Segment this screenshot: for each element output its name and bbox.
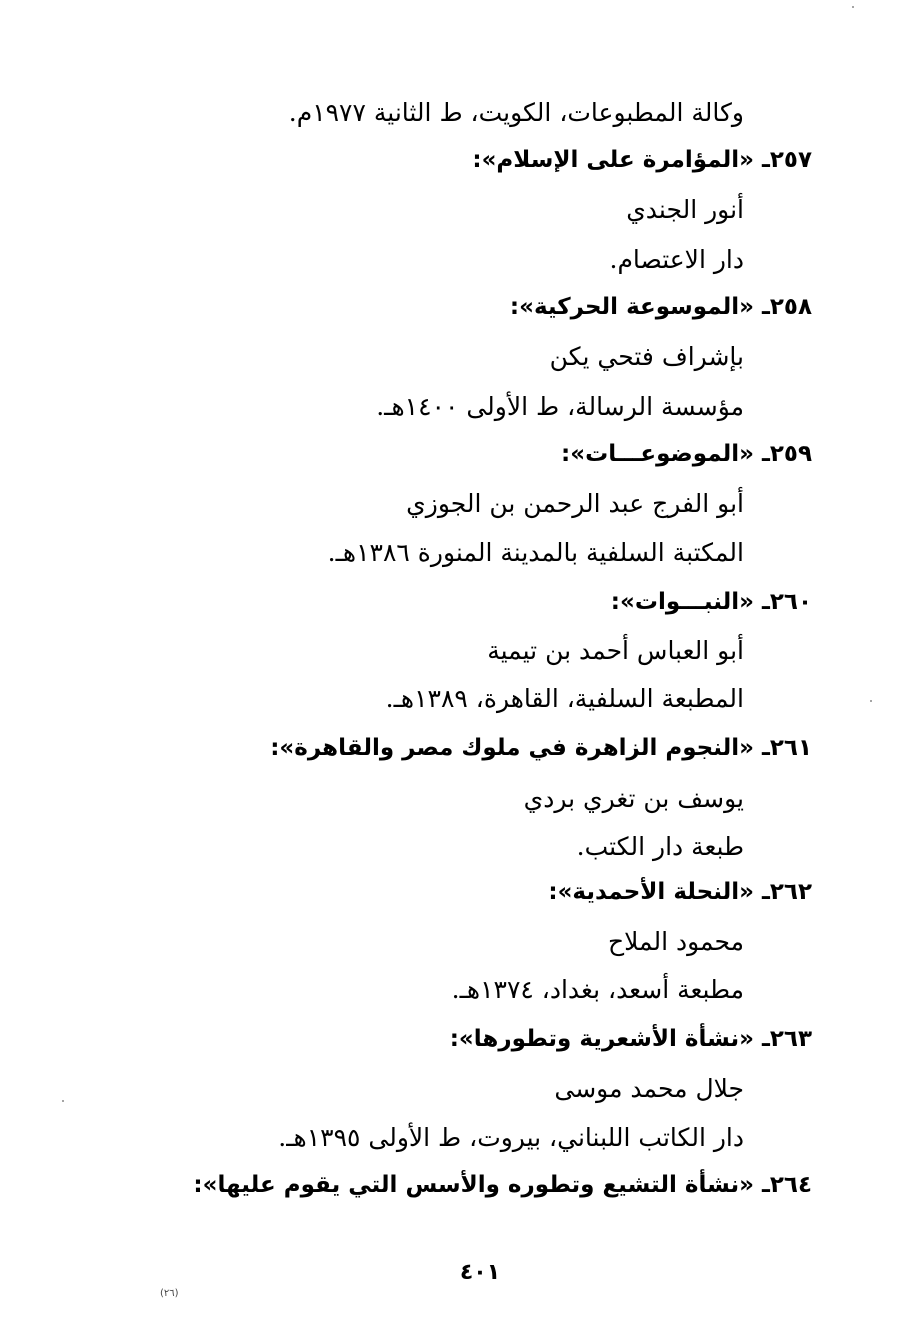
entry-heading-264 bbox=[193, 1168, 812, 1202]
page-number: ٤٠١ bbox=[459, 1260, 501, 1285]
entry-publisher: مطبعة أسعد، بغداد، ١٣٧٤هـ. bbox=[451, 975, 744, 1004]
entry-title: «الموضوعـــات»: bbox=[561, 441, 754, 467]
scan-speck bbox=[852, 6, 854, 8]
entry-heading-260 bbox=[611, 585, 812, 619]
entry-title: «نشأة الأشعرية وتطورها»: bbox=[449, 1026, 754, 1052]
footer-mark: (٢٦) bbox=[160, 1288, 179, 1299]
entry-number: ٢٦٢ـ bbox=[762, 879, 812, 905]
entry-publisher: مؤسسة الرسالة، ط الأولى ١٤٠٠هـ. bbox=[376, 392, 744, 421]
entry-author: أنور الجندي bbox=[626, 195, 744, 224]
entry-heading-263 bbox=[450, 1022, 812, 1056]
entry-author: جلال محمد موسى bbox=[554, 1074, 744, 1103]
continuation-line: وكالة المطبوعات، الكويت، ط الثانية ١٩٧٧م. bbox=[288, 98, 744, 127]
entry-author: محمود الملاح bbox=[607, 927, 744, 956]
entry-author: بإشراف فتحي يكن bbox=[549, 342, 744, 371]
entry-heading-259 bbox=[561, 437, 812, 471]
entry-publisher: دار الكاتب اللبناني، بيروت، ط الأولى ١٣٩٥هـ. bbox=[278, 1123, 744, 1152]
entry-publisher: المكتبة السلفية بالمدينة المنورة ١٣٨٦هـ. bbox=[327, 538, 744, 567]
entry-heading-262 bbox=[548, 875, 812, 909]
entry-title: «النجوم الزاهرة في ملوك مصر والقاهرة»: bbox=[270, 735, 754, 761]
entry-author: أبو العباس أحمد بن تيمية bbox=[487, 636, 744, 665]
entry-number: ٢٦١ـ bbox=[762, 735, 812, 761]
entry-title: «النبـــوات»: bbox=[610, 589, 754, 615]
entry-author: يوسف بن تغري بردي bbox=[523, 784, 744, 813]
entry-heading-258 bbox=[510, 290, 812, 324]
entry-number: ٢٥٩ـ bbox=[762, 441, 812, 467]
entry-title: «المؤامرة على الإسلام»: bbox=[472, 147, 754, 173]
scan-speck bbox=[870, 700, 872, 702]
entry-publisher: طبعة دار الكتب. bbox=[576, 832, 744, 861]
entry-number: ٢٦٣ـ bbox=[762, 1026, 812, 1052]
entry-title: «نشأة التشيع وتطوره والأسس التي يقوم عليها»: bbox=[193, 1172, 754, 1198]
entry-number: ٢٦٠ـ bbox=[762, 589, 812, 615]
entry-heading-261 bbox=[270, 731, 812, 765]
entry-author: أبو الفرج عبد الرحمن بن الجوزي bbox=[406, 489, 744, 518]
entry-number: ٢٦٤ـ bbox=[762, 1172, 812, 1198]
entry-number: ٢٥٨ـ bbox=[762, 294, 812, 320]
entry-number: ٢٥٧ـ bbox=[762, 147, 812, 173]
entry-publisher: دار الاعتصام. bbox=[609, 245, 744, 274]
entry-title: «النحلة الأحمدية»: bbox=[548, 879, 754, 905]
entry-publisher: المطبعة السلفية، القاهرة، ١٣٨٩هـ. bbox=[385, 684, 744, 713]
entry-heading-257 bbox=[472, 143, 812, 177]
entry-title: «الموسوعة الحركية»: bbox=[509, 294, 754, 320]
scan-speck bbox=[62, 1100, 64, 1102]
